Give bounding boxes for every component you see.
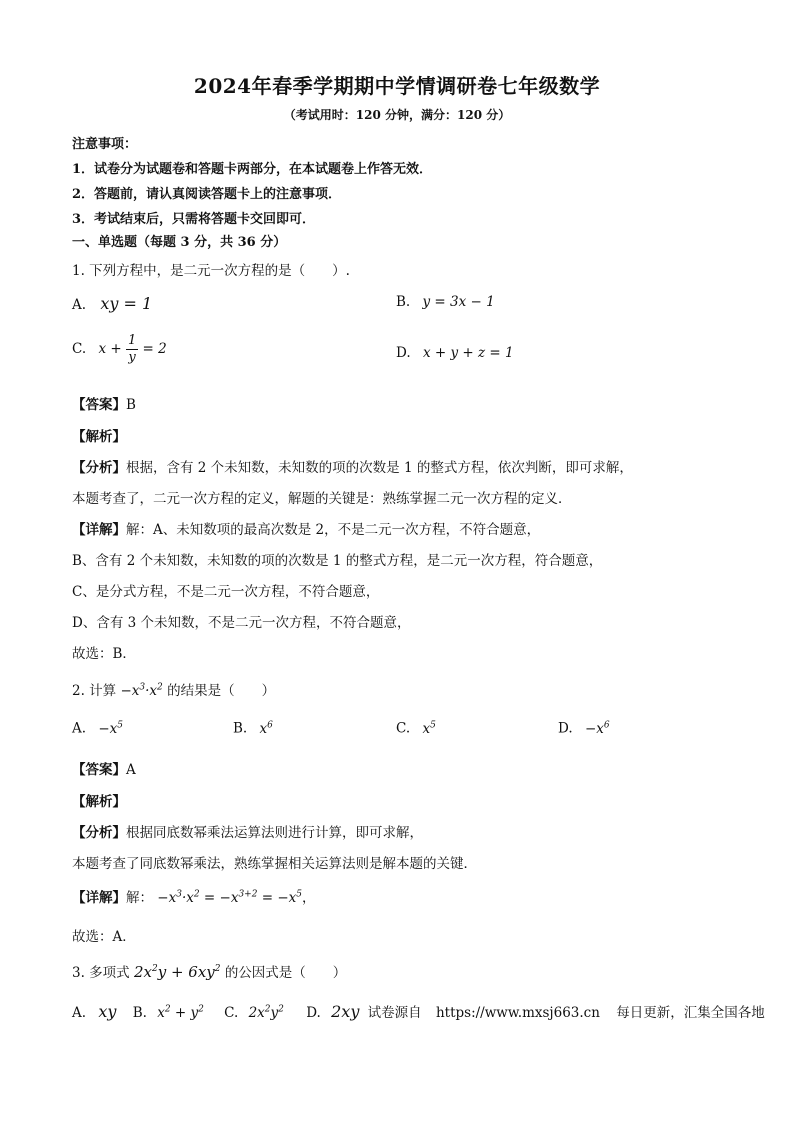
q2-choose: 故选：A． xyxy=(72,929,136,945)
notice-heading: 注意事项： xyxy=(72,137,138,152)
q2-fenxi xyxy=(72,821,423,841)
q1-option-d xyxy=(396,345,514,361)
fraction-numerator: 1 xyxy=(127,333,137,348)
option-formula: $x^5$ xyxy=(422,720,436,737)
fenxi-text: 根据同底数幂乘法运算法则进行计算，即可求解， xyxy=(126,825,423,841)
option-formula: $2x^2y^2$ xyxy=(248,1004,284,1021)
option-label: B. xyxy=(132,1005,147,1021)
q1-option-c xyxy=(72,333,167,366)
update-text: 每日更新，汇集全国各地 xyxy=(616,1005,765,1021)
detail-tag: 【详解】 xyxy=(72,890,126,906)
answer-value: B xyxy=(126,397,136,413)
q2-option-a xyxy=(72,720,123,737)
detail-formula: $-x^3\cdot x^2 = -x^{3+2} = -x^5$ xyxy=(157,889,302,906)
exam-info: （考试用时：120 分钟，满分：120 分） xyxy=(283,108,511,122)
page-title: 2024年春季学期期中学情调研卷七年级数学 xyxy=(193,74,601,98)
q1-choose: 故选：B． xyxy=(72,646,136,662)
source-text: 试卷源自 xyxy=(367,1005,422,1021)
q1-detail-b: B、含有 2 个未知数，未知数的项的次数是 1 的整式方程，是二元一次方程，符合题意， xyxy=(72,553,603,569)
q3-options-row xyxy=(72,1001,765,1021)
option-formula-suffix: = 2 xyxy=(138,341,167,357)
option-formula: x + y + z = 1 xyxy=(422,345,514,361)
q1-detail-d: D、含有 3 个未知数，不是二元一次方程，不符合题意， xyxy=(72,615,411,631)
q2-detail: 【详解】解： $-x^3\cdot x^2 = -x^{3+2} = -x^5$， xyxy=(72,889,316,906)
detail-tag: 【详解】 xyxy=(72,522,126,538)
option-formula: xy = 1 xyxy=(100,294,153,313)
detail-text: 解：A、未知数项的最高次数是 2，不是二元一次方程，不符合题意， xyxy=(126,522,541,538)
fenxi-tag: 【分析】 xyxy=(72,460,126,476)
option-formula: 2xy xyxy=(331,1002,360,1021)
q2-option-d xyxy=(558,720,610,737)
q2-answer xyxy=(72,758,136,778)
answer-value: A xyxy=(126,762,136,778)
q2-summary: 本题考查了同底数幂乘法，熟练掌握相关运算法则是解本题的关键． xyxy=(72,856,477,872)
option-formula: $x^6$ xyxy=(259,720,273,737)
stem-formula: $2x^2y + 6xy^2$ xyxy=(133,963,221,981)
stem-prefix: 2. 计算 xyxy=(72,683,117,699)
option-formula: y = 3x − 1 xyxy=(422,294,495,310)
option-label: A. xyxy=(72,297,87,313)
option-formula: xy xyxy=(98,1002,117,1021)
source-url[interactable]: https://www.mxsj663.cn xyxy=(435,1005,600,1021)
option-label: B. xyxy=(233,720,248,737)
q1-detail xyxy=(72,518,540,538)
question-1-stem: 1. 下列方程中，是二元一次方程的是（ ）. xyxy=(72,263,350,279)
q1-option-a xyxy=(72,294,152,313)
option-label: C. xyxy=(396,720,411,737)
fenxi-text: 根据，含有 2 个未知数，未知数的项的次数是 1 的整式方程，依次判断，即可求解， xyxy=(126,460,633,476)
q2-analysis-tag: 【解析】 xyxy=(72,794,126,810)
question-3-stem xyxy=(72,961,346,981)
q1-analysis-tag: 【解析】 xyxy=(72,429,126,445)
q1-detail-c: C、是分式方程，不是二元一次方程，不符合题意， xyxy=(72,584,380,600)
option-formula: $-x^6$ xyxy=(584,720,610,737)
option-label: D. xyxy=(558,720,573,737)
option-formula: $x^2 + y^2$ xyxy=(157,1004,204,1021)
option-formula: $-x^5$ xyxy=(98,720,124,737)
option-formula-prefix: x + xyxy=(98,341,126,357)
option-label: A. xyxy=(72,720,87,737)
section-heading: 一、单选题（每题 3 分，共 36 分） xyxy=(72,235,287,250)
q2-option-c xyxy=(396,720,436,737)
detail-prefix: 解： xyxy=(126,890,153,906)
question-2-stem xyxy=(72,679,275,699)
notice-item: 3．考试结束后，只需将答题卡交回即可． xyxy=(72,212,316,227)
stem-suffix: 的结果是（ ） xyxy=(167,683,276,699)
q1-summary: 本题考查了，二元一次方程的定义，解题的关键是：熟练掌握二元一次方程的定义． xyxy=(72,491,572,507)
q1-option-b xyxy=(396,294,495,310)
option-label: A. xyxy=(72,1005,87,1021)
option-label: C. xyxy=(72,341,87,357)
fenxi-tag: 【分析】 xyxy=(72,825,126,841)
option-label: B. xyxy=(396,294,411,310)
answer-tag: 【答案】 xyxy=(72,397,126,413)
answer-tag: 【答案】 xyxy=(72,762,126,778)
notice-item: 2．答题前，请认真阅读答题卡上的注意事项． xyxy=(72,187,342,202)
q1-answer xyxy=(72,393,136,413)
option-label: D. xyxy=(396,345,411,361)
stem-suffix: 的公因式是（ ） xyxy=(224,965,347,981)
q1-fenxi xyxy=(72,456,633,476)
option-label: C. xyxy=(224,1005,239,1021)
fraction xyxy=(126,333,138,366)
stem-prefix: 3. 多项式 xyxy=(72,965,130,981)
q2-option-b xyxy=(233,720,273,737)
stem-formula: $-x^3\cdot x^2$ xyxy=(120,682,163,699)
fraction-denominator: y xyxy=(128,350,136,365)
option-label: D. xyxy=(306,1005,321,1021)
notice-item: 1．试卷分为试题卷和答题卡两部分，在本试题卷上作答无效． xyxy=(72,162,433,177)
